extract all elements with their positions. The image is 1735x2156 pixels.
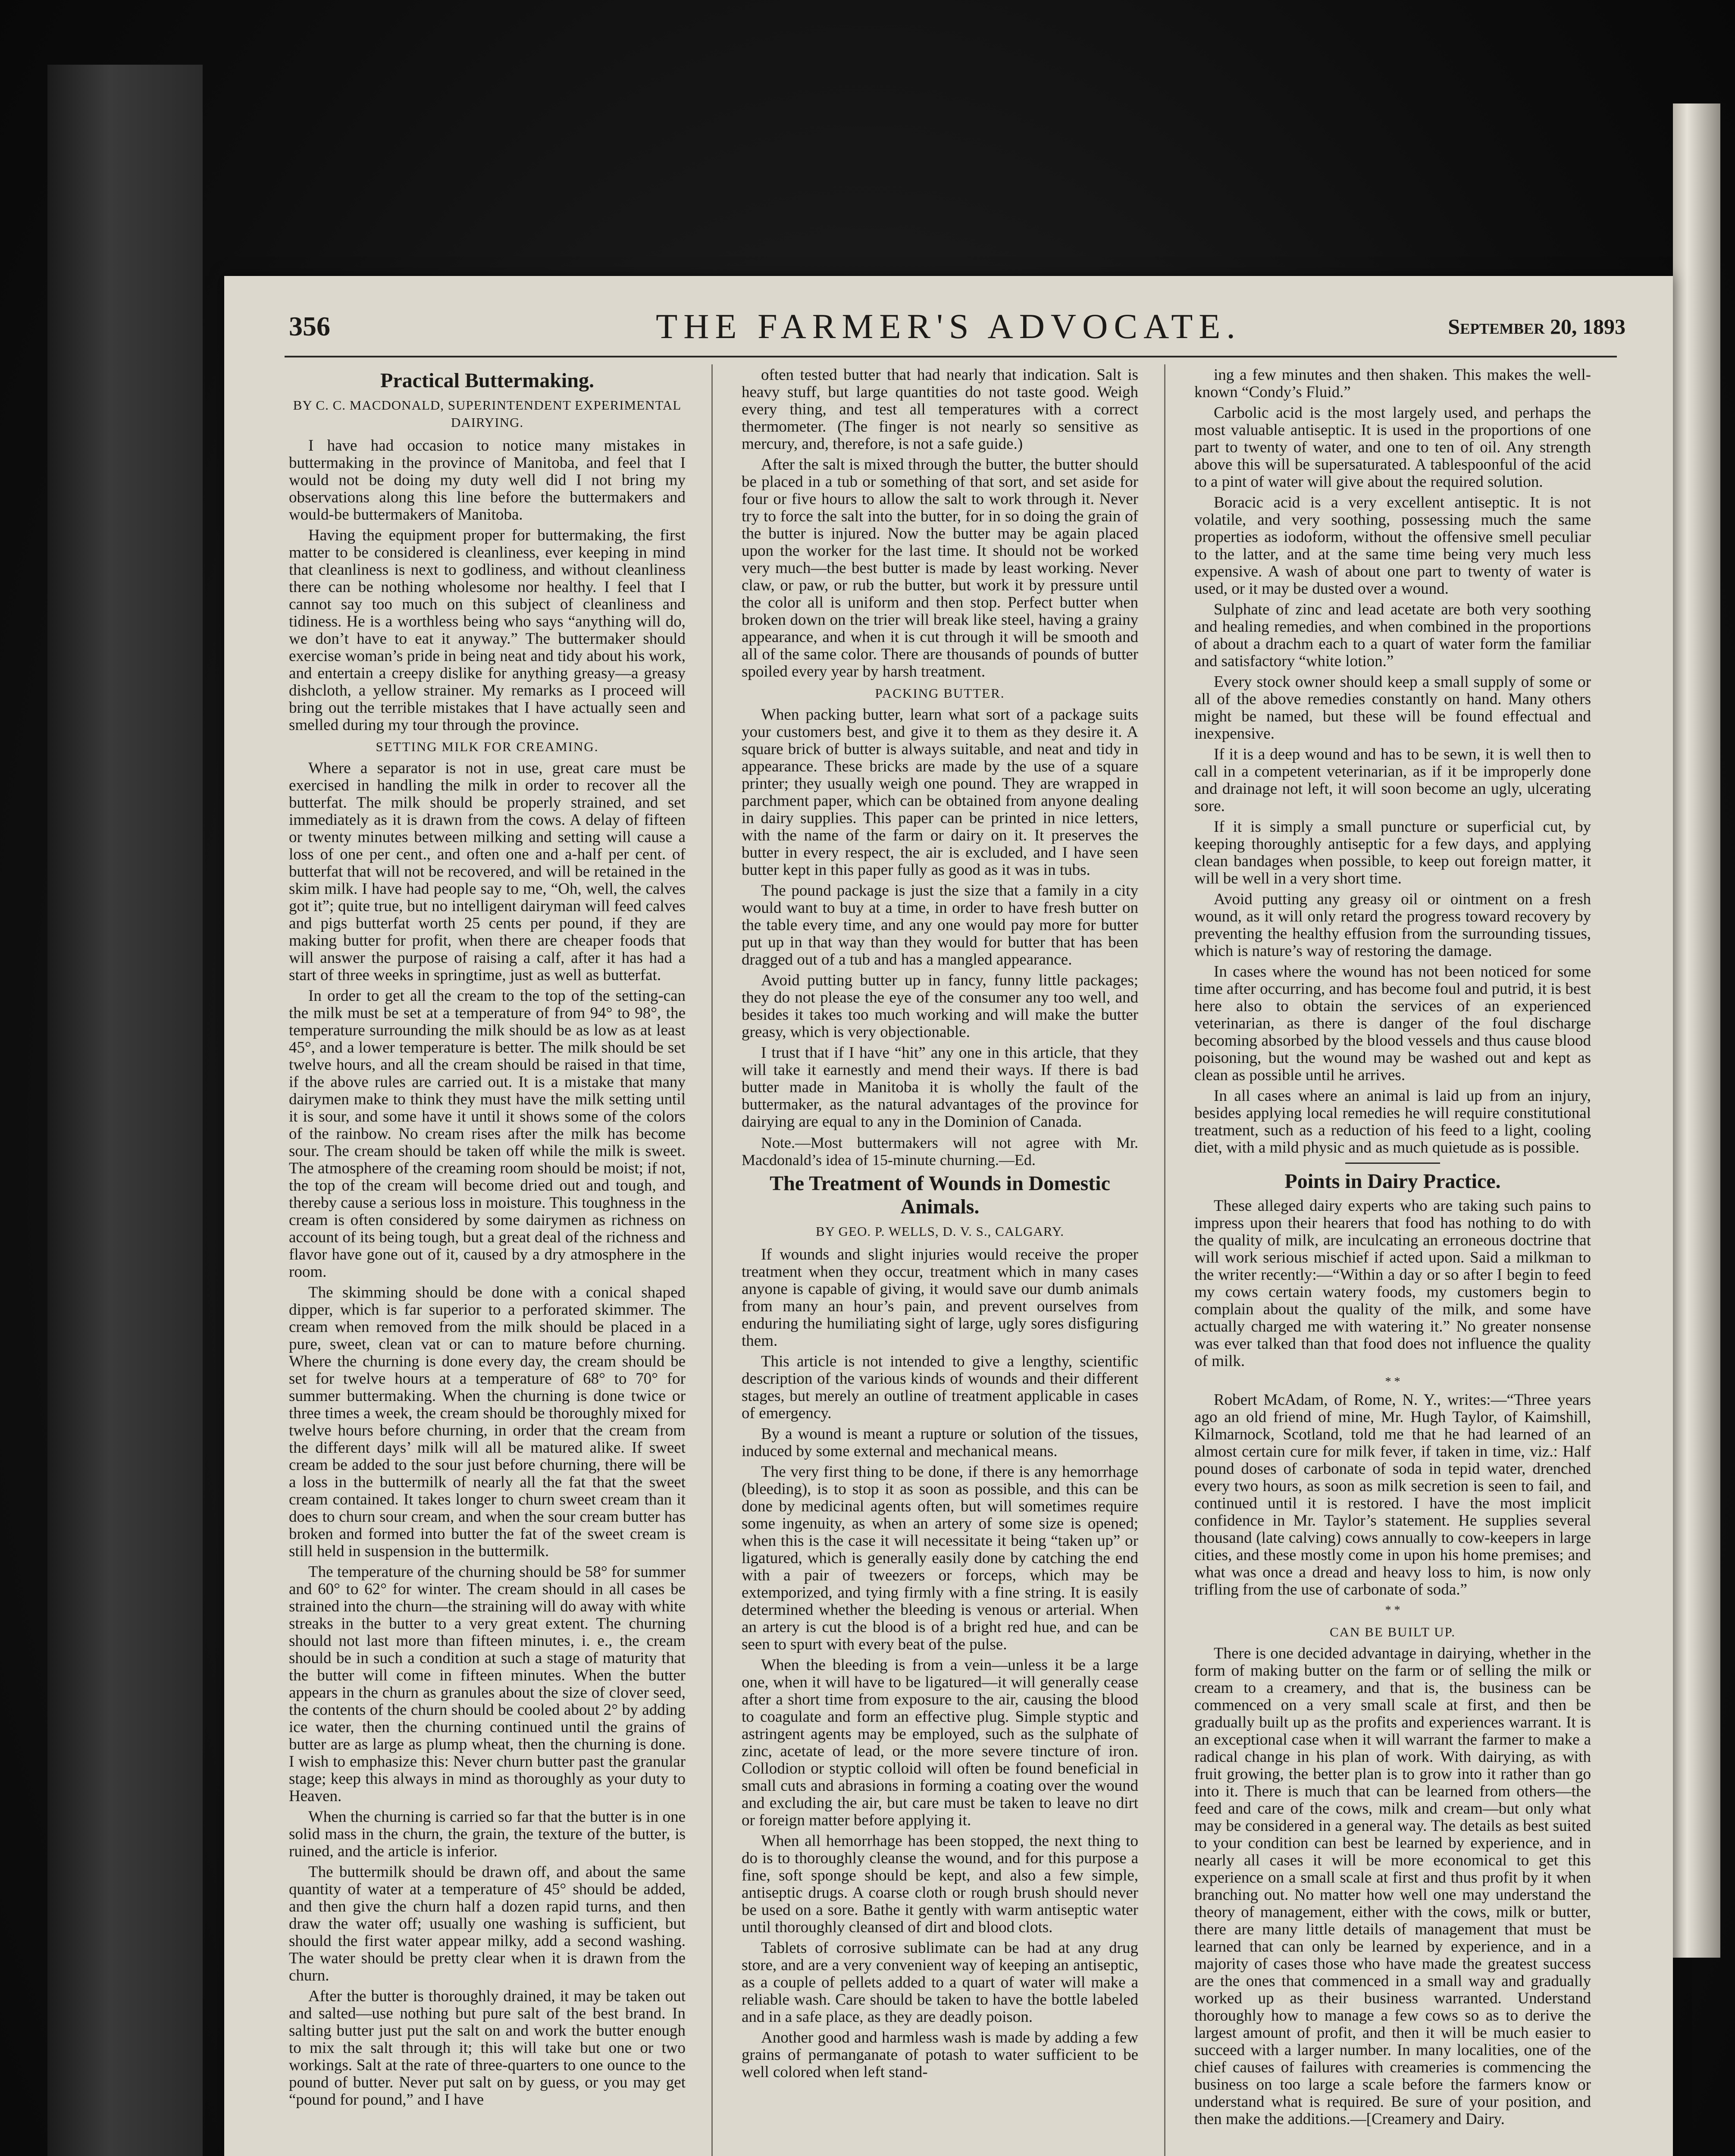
adjacent-page-edge [1673, 103, 1720, 1958]
paragraph: The buttermilk should be drawn off, and about the same quantity of water at a temperature of 45° should be added, and then give the churn half a dozen rapid turns, and then draw the water off; usually one washing is sufficient, but should the first water appear milky, add a second washing. The water should be pretty clear when it is drawn from the churn. [289, 1863, 686, 1984]
paragraph: I have had occasion to notice many mistakes in buttermaking in the province of Manitoba, and feel that I would not be doing my duty well did I not bring my observations along this line before the buttermakers and would-be buttermakers of Manitoba. [289, 437, 686, 523]
section-asterisks: * * [1385, 1604, 1400, 1617]
article-title: Points in Dairy Practice. [1284, 1170, 1501, 1193]
section-rule [1345, 1163, 1440, 1164]
paragraph: After the butter is thoroughly drained, it may be taken out and salted—use nothing but pure salt of the best brand. In salting butter just put the salt on and work the butter enough to mix the salt through it; this will take but one or two workings. Salt at the rate of three-quarters to one ounce to the pound of butter. Never put salt on by guess, or you may get “pound for pound,” and I have [289, 1987, 686, 2109]
masthead: THE FARMER'S ADVOCATE. [656, 307, 1241, 346]
section-subhead: SETTING MILK FOR CREAMING. [376, 739, 599, 754]
section-asterisks: * * [1385, 1375, 1400, 1388]
paragraph: Avoid putting butter up in fancy, funny little packages; they do not please the eye of the consumer any too well, and besides it takes too much working and will make the butter greasy, which is very objectionable. [742, 971, 1138, 1041]
paragraph: Tablets of corrosive sublimate can be had at any drug store, and are a very convenient way of keeping an antiseptic, as a couple of pellets added to a quart of water will make a reliable wash. Care should be taken to have the bottle labeled and in a safe place, as they are deadly poison. [742, 1939, 1138, 2026]
paragraph: When all hemorrhage has been stopped, the next thing to do is to thoroughly cleanse the wound, and for this purpose a fine, soft sponge should be kept, and also a few simple, antiseptic drugs. A coarse cloth or rough brush should never be used on a sore. Bathe it gently with warm antiseptic water until thoroughly cleansed of dirt and blood clots. [742, 1832, 1138, 1936]
section-subhead: CAN BE BUILT UP. [1329, 1624, 1456, 1639]
paragraph: Every stock owner should keep a small supply of some or all of the above remedies constantly on hand. Many others might be named, but these will be found effectual and inexpensive. [1194, 673, 1591, 743]
paragraph: Robert McAdam, of Rome, N. Y., writes:—“Three years ago an old friend of mine, Mr. Hugh Taylor, of Kaimshill, Kilmarnock, Scotland, told me that he had learned of an almost certain cure for milk fever, if taken in time, viz.: Half pound doses of carbonate of soda in tepid water, drenched every two hours, as soon as milk secretion is seen to fail, and continued until it is restored. I have the most implicit confidence in Mr. Taylor’s statement. He supplies several thousand (late calving) cows annually to cow-keepers in large cities, and these mostly come in upon his home premises; and what was once a dread and heavy loss to him, is now only trifling from the use of carbonate of soda.” [1194, 1391, 1591, 1598]
column-2 [742, 367, 1138, 2156]
paragraph: Boracic acid is a very excellent antiseptic. It is not volatile, and very soothing, possessing much the same properties as iodoform, without the offensive smell peculiar to the latter, and at the same time being very much less expensive. A wash of about one part to twenty of water is used, or it may be dusted over a wound. [1194, 494, 1591, 598]
paragraph: Having the equipment proper for buttermaking, the first matter to be considered is cleanliness, ever keeping in mind that cleanliness is next to godliness, and without cleanliness there can be nothing wholesome nor healthy. I feel that I cannot say too much on this subject of cleanliness and tidiness. He is a worthless being who says “anything will do, we don’t have to eat it anyway.” The buttermaker should exercise woman’s pride in being neat and tidy about his work, and entertain a creepy dislike for anything greasy—a greasy dishcloth, a yellow strainer. My remarks as I proceed will bring out the terrible mistakes that I have actually seen and smelled during my tour through the province. [289, 526, 686, 734]
column-divider [1164, 364, 1165, 2156]
paragraph: If wounds and slight injuries would receive the proper treatment when they occur, treatment which in many cases anyone is capable of giving, it would save our dumb animals from many an hour’s pain, and prevent ourselves from enduring the humiliating sight of large, ugly sores disfiguring them. [742, 1246, 1138, 1350]
book-binding [47, 65, 203, 2156]
paragraph: Another good and harmless wash is made by adding a few grains of permanganate of potash to water sufficient to be well colored when left stand- [742, 2029, 1138, 2081]
article-title: Practical Buttermaking. [380, 369, 594, 392]
page-number: 356 [289, 311, 330, 342]
editor-note: Note.—Most buttermakers will not agree with Mr. Macdonald’s idea of 15-minute churning.—Ed. [742, 1134, 1138, 1169]
paragraph: Carbolic acid is the most largely used, and perhaps the most valuable antiseptic. It is used in the proportions of one part to twenty of water, and one to ten of oil. Any strength above this will be supersaturated. A tablespoonful of the acid to a pint of water will give about the required solution. [1194, 404, 1591, 491]
article-byline: BY GEO. P. WELLS, D. V. S., CALGARY. [815, 1224, 1065, 1239]
paragraph: There is one decided advantage in dairying, whether in the form of making butter on the farm or of selling the milk or cream to a creamery, and that is, the business can be commenced on a very small scale at first, and then be gradually built up as the profits and experiences warrant. It is an exceptional case when it will warrant the farmer to make a radical change in his plan of work. With dairying, as with fruit growing, the better plan is to grow into it rather than go into it. There is much that can be learned from others—the feed and care of the cows, milk and cream—but only what may be considered in a general way. The details as best suited to your condition can best be learned by experience, and in nearly all cases it will be more economical to get this experience on a small scale at first and thus profit by it when branching out. No matter how well one may understand the theory of management, either with the cows, milk or butter, there are many little details of management that must be learned that can only be learned by experience, and in a majority of cases those who have made the greatest success are the ones that commenced in a small way and gradually worked up as their business warranted. Understand thoroughly how to manage a few cows so as to derive the largest amount of profit, and then it will be much easier to succeed with a larger number. In many localities, one of the chief causes of failures with creameries is commencing the business on too large a scale before the farmers know or understand what is required. Be sure of your position, and then make the additions.—[Creamery and Dairy. [1194, 1645, 1591, 2128]
column-1 [289, 367, 686, 2156]
paragraph: ing a few minutes and then shaken. This makes the well-known “Condy’s Fluid.” [1194, 367, 1591, 401]
issue-date: September 20, 1893 [1448, 314, 1625, 338]
paragraph: The pound package is just the size that a family in a city would want to buy at a time, in order to have fresh butter on the table every time, and any one would pay more for butter put up in that way than they would for butter that has been dragged out of a tub and has a mangled appearance. [742, 882, 1138, 968]
column-divider [711, 364, 713, 2156]
paragraph: When the bleeding is from a vein—unless it be a large one, when it will have to be ligatured—it will generally cease after a short time from exposure to the air, causing the blood to coagulate and form an effective plug. Simple styptic and astringent agents may be employed, such as the sulphate of zinc, acetate of lead, or the more severe tincture of iron. Collodion or styptic colloid will often be found beneficial in small cuts and abrasions in forming a coating over the wound and excluding the air, but care must be taken to leave no dirt or foreign matter before applying it. [742, 1656, 1138, 1829]
paragraph: When the churning is carried so far that the butter is in one solid mass in the churn, the grain, the texture of the butter, is ruined, and the article is inferior. [289, 1808, 686, 1860]
paragraph: When packing butter, learn what sort of a package suits your customers best, and give it to them as they desire it. A square brick of butter is always suitable, and neat and tidy in appearance. These bricks are made by the use of a square printer; they usually weigh one pound. They are wrapped in parchment paper, which can be obtained from anyone dealing in dairy supplies. This paper can be printed in nice letters, with the name of the farm or dairy on it. It preserves the butter in every respect, the air is excluded, and I have seen butter kept in this paper fully as good as it was in tubs. [742, 706, 1138, 879]
paragraph: Sulphate of zinc and lead acetate are both very soothing and healing remedies, and when combined in the proportions of about a drachm each to a quart of water form the familiar and satisfactory “white lotion.” [1194, 601, 1591, 670]
paragraph: If it is a deep wound and has to be sewn, it is well then to call in a competent veterinarian, as if it be improperly done and drainage not left, it will soon become an ugly, ulcerating sore. [1194, 746, 1591, 815]
paragraph: Avoid putting any greasy oil or ointment on a fresh wound, as it will only retard the progress toward recovery by preventing the healthy effusion from the surrounding tissues, which is nature’s way of restoring the damage. [1194, 890, 1591, 960]
paragraph: The temperature of the churning should be 58° for summer and 60° to 62° for winter. The cream should in all cases be strained into the churn—the straining will do away with white streaks in the butter to a very great extent. The churning should not last more than fifteen minutes, i. e., the cream should be in such a condition at such a stage of maturity that the butter will come in fifteen minutes. When the butter appears in the churn as granules about the size of clover seed, the contents of the churn should be cooled about 2° by adding ice water, then the churning continued until the grains of butter are as large as plump wheat, then the churning is done. I wish to emphasize this: Never churn butter past the granular stage; keep this always in mind as thoroughly as your duty to Heaven. [289, 1563, 686, 1805]
paragraph: The skimming should be done with a conical shaped dipper, which is far superior to a perforated skimmer. The cream when removed from the milk should be placed in a pure, sweet, clean vat or can to mature before churning. Where the churning is done every day, the cream should be set for twelve hours at a temperature of 68° to 70° for summer buttermaking. When the churning is done twice or three times a week, the cream should be thoroughly mixed for twelve hours before churning, in order that the cream from the different days’ milk will all be matured alike. If sweet cream be added to the sour just before churning, there will be a loss in the buttermilk of nearly all the fat that the sweet cream contained. It takes longer to churn sweet cream than it does to churn sour cream, and when the sour cream butter has broken and formed into butter the fat of the sweet cream is still held in suspension in the buttermilk. [289, 1284, 686, 1560]
page-header [224, 307, 1673, 354]
header-rule [285, 356, 1617, 357]
section-subhead: PACKING BUTTER. [875, 686, 1005, 701]
paragraph: I trust that if I have “hit” any one in this article, that they will take it earnestly and mend their ways. If there is bad butter made in Manitoba it is wholly the fault of the buttermaker, as the natural advantages of the province for dairying are equal to any in the Dominion of Canada. [742, 1044, 1138, 1131]
paragraph: Where a separator is not in use, great care must be exercised in handling the milk in order to recover all the butterfat. The milk should be properly strained, and set immediately as it is drawn from the cows. A delay of fifteen or twenty minutes between milking and setting will cause a loss of one per cent., and often one and a-half per cent. of butterfat that will not be recovered, and will be retained in the skim milk. I have had people say to me, “Oh, well, the calves got it”; quite true, but no intelligent dairyman will feed calves and pigs butterfat worth 25 cents per pound, if they are making butter for profit, when there are cheaper foods that will answer the purpose of raising a calf, after it has had a start of three weeks in springtime, just as well as butterfat. [289, 759, 686, 984]
paragraph: If it is simply a small puncture or superficial cut, by keeping thoroughly antiseptic for a few days, and applying clean bandages when possible, to keep out foreign matter, it will be well in a very short time. [1194, 818, 1591, 887]
paragraph: In all cases where an animal is laid up from an injury, besides applying local remedies he will require constitutional treatment, such as a reduction of his feed to a light, cooling diet, with a mild physic and as much quietude as is possible. [1194, 1087, 1591, 1156]
newspaper-page [224, 276, 1673, 2156]
paragraph: In order to get all the cream to the top of the setting-can the milk must be set at a temperature of from 94° to 98°, the temperature surrounding the milk should be as low as at least 45°, and a lower temperature is better. The milk should be set twelve hours, and all the cream should be raised in that time, if the above rules are carried out. It is a mistake that many dairymen make to think they must have the milk setting until it is sour, and some have it until it shows some of the colors of the rainbow. No cream rises after the milk has become sour. The cream should be taken off while the milk is sweet. The atmosphere of the creaming room should be moist; if not, the top of the cream will become dried out and tough, and thereby cause a serious loss in moisture. This toughness in the cream is often considered by some dairymen as richness on account of its being tough, but a great deal of the richness and flavor have gone out of it, caused by a dry atmosphere in the room. [289, 987, 686, 1281]
column-3 [1194, 367, 1591, 2156]
article-byline: BY C. C. MACDONALD, SUPERINTENDENT EXPERIMENTAL DAIRYING. [293, 398, 682, 430]
paragraph: This article is not intended to give a lengthy, scientific description of the various kinds of wounds and their different stages, but merely an outline of treatment applicable in cases of emergency. [742, 1353, 1138, 1422]
article-title: The Treatment of Wounds in Domestic Animals. [770, 1172, 1110, 1218]
paragraph: By a wound is meant a rupture or solution of the tissues, induced by some external and mechanical means. [742, 1425, 1138, 1460]
paragraph: These alleged dairy experts who are taking such pains to impress upon their hearers that food has nothing to do with the quality of milk, are inculcating an erroneous doctrine that will work serious mischief if acted upon. Said a milkman to the writer recently:—“Within a day or so after I begin to feed my cows certain watery foods, my customers begin to complain about the quality of the milk, and some have actually charged me with watering it.” No greater nonsense was ever talked than that food does not influence the quality of milk. [1194, 1197, 1591, 1370]
paragraph: After the salt is mixed through the butter, the butter should be placed in a tub or something of that sort, and set aside for four or five hours to allow the salt to work through it. Never try to force the salt into the butter, for in so doing the grain of the butter is injured. Now the butter may be again placed upon the worker for the last time. It should not be worked very much—the best butter is made by least working. Never claw, or paw, or rub the butter, but work it by pressure until the color all is uniform and then stop. Perfect butter when broken down on the trier will break like steel, having a grainy appearance, and when it is cut through it will be smooth and all of the same color. There are thousands of pounds of butter spoiled every year by harsh treatment. [742, 456, 1138, 680]
paragraph: The very first thing to be done, if there is any hemorrhage (bleeding), is to stop it as soon as possible, and this can be done by medicinal agents often, but will sometimes require some ingenuity, as when an artery of some size is opened; when this is the case it will necessitate it being “taken up” or ligatured, which is generally easily done by catching the end with a pair of tweezers or forceps, which may be extemporized, and tying firmly with a fine string. It is easily determined whether the bleeding is venous or arterial. When an artery is cut the blood is of a bright red hue, and can be seen to spurt with every beat of the pulse. [742, 1463, 1138, 1653]
paragraph: often tested butter that had nearly that indication. Salt is heavy stuff, but large quantities do not taste good. Weigh every thing, and test all temperatures with a correct thermometer. (The finger is not nearly so sensitive as mercury, and, therefore, is not a safe guide.) [742, 367, 1138, 453]
paragraph: In cases where the wound has not been noticed for some time after occurring, and has become foul and putrid, it is best here also to obtain the services of an experienced veterinarian, as there is danger of the foul discharge becoming absorbed by the blood vessels and thus cause blood poisoning, but the wound may be washed out and kept as clean as possible until he arrives. [1194, 963, 1591, 1084]
